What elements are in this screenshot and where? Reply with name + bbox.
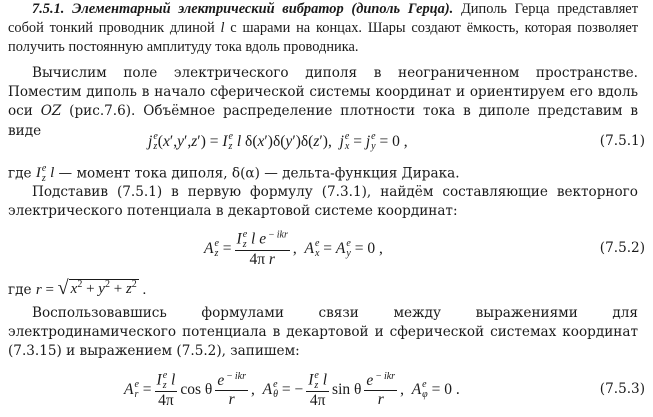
paragraph-substitution: [8, 183, 638, 221]
section-title: Элементарный электрический вибратор (диполь Герца).: [72, 1, 454, 17]
paragraph-where-r: [8, 278, 638, 300]
current-moment-symbol: I e z l: [35, 163, 55, 184]
equation-7-5-3-row: [8, 366, 645, 414]
intro-length-symbol: l: [220, 20, 225, 37]
equation-7-5-1: j e z ( x ′, y ′, z ′) = I e z l δ( x ′)δ( y ′)δ( z ′), j e x = j e y = 0 ,: [148, 131, 408, 152]
intro-text-end: с шарами на концах. Шары создают ёмкость, которая позволяет получить постоянную амплитуду тока вдоль проводника.: [8, 20, 638, 56]
where-lead: где: [8, 282, 36, 298]
paragraph-text: Вычислим поле электрического диполя в неограниченном пространстве. Поместим диполь в начало сферической системы координат и ориентируем его вдоль оси: [8, 65, 638, 120]
paragraph-text: Воспользовавшись формулами связи между выражениями для электродинамического потенциала в декартовой и сферической системах координат (7.3.15) и выражением (7.5.2), запишем:: [8, 305, 638, 360]
equation-number: (7.5.2): [599, 240, 645, 257]
equation-number: (7.5.1): [599, 133, 645, 150]
axis-label: OZ: [40, 103, 62, 120]
where-text: — момент тока диполя, δ(α) — дельта-функция Дирака.: [54, 165, 460, 182]
where-lead: где: [8, 165, 36, 182]
fraction: I e z l e $^{- ikr}$ 4π r: [236, 228, 288, 268]
equation-7-5-3: A e r = I e z l 4π cos θ $\frac{e ^{- ikr}}{r}$ , A e θ = − I e z l 4π sin θ $\frac{e ^{- ikr}}{r}$ , A e φ = 0 .: [124, 369, 460, 409]
paragraph-text: Подставив (7.5.1) в первую формулу (7.3.1), найдём составляющие векторного электрического потенциала в декартовой системе координат:: [8, 184, 638, 220]
equation-7-5-2: A e z = I e z l e $^{- ikr}$ 4π r , A e x = A e y = 0 ,: [204, 228, 383, 268]
paragraph-transform: [8, 304, 638, 362]
equation-7-5-2-row: [8, 226, 645, 272]
equation-7-5-1-row: [8, 122, 645, 162]
paragraph-text-end: (рис.7.6). Объёмное распределение плотности тока в диполе представим в виде: [8, 103, 638, 139]
paragraph-where-moment: [8, 164, 638, 184]
radius-formula: r = √ $x^2 + y^2 + z^2$ .: [35, 277, 147, 299]
intro-text: Диполь Герца представляет собой тонкий проводник длиной: [8, 1, 638, 37]
section-number: 7.5.1.: [32, 1, 65, 17]
equation-number: (7.5.3): [599, 381, 645, 398]
section-intro-paragraph: [8, 0, 638, 58]
